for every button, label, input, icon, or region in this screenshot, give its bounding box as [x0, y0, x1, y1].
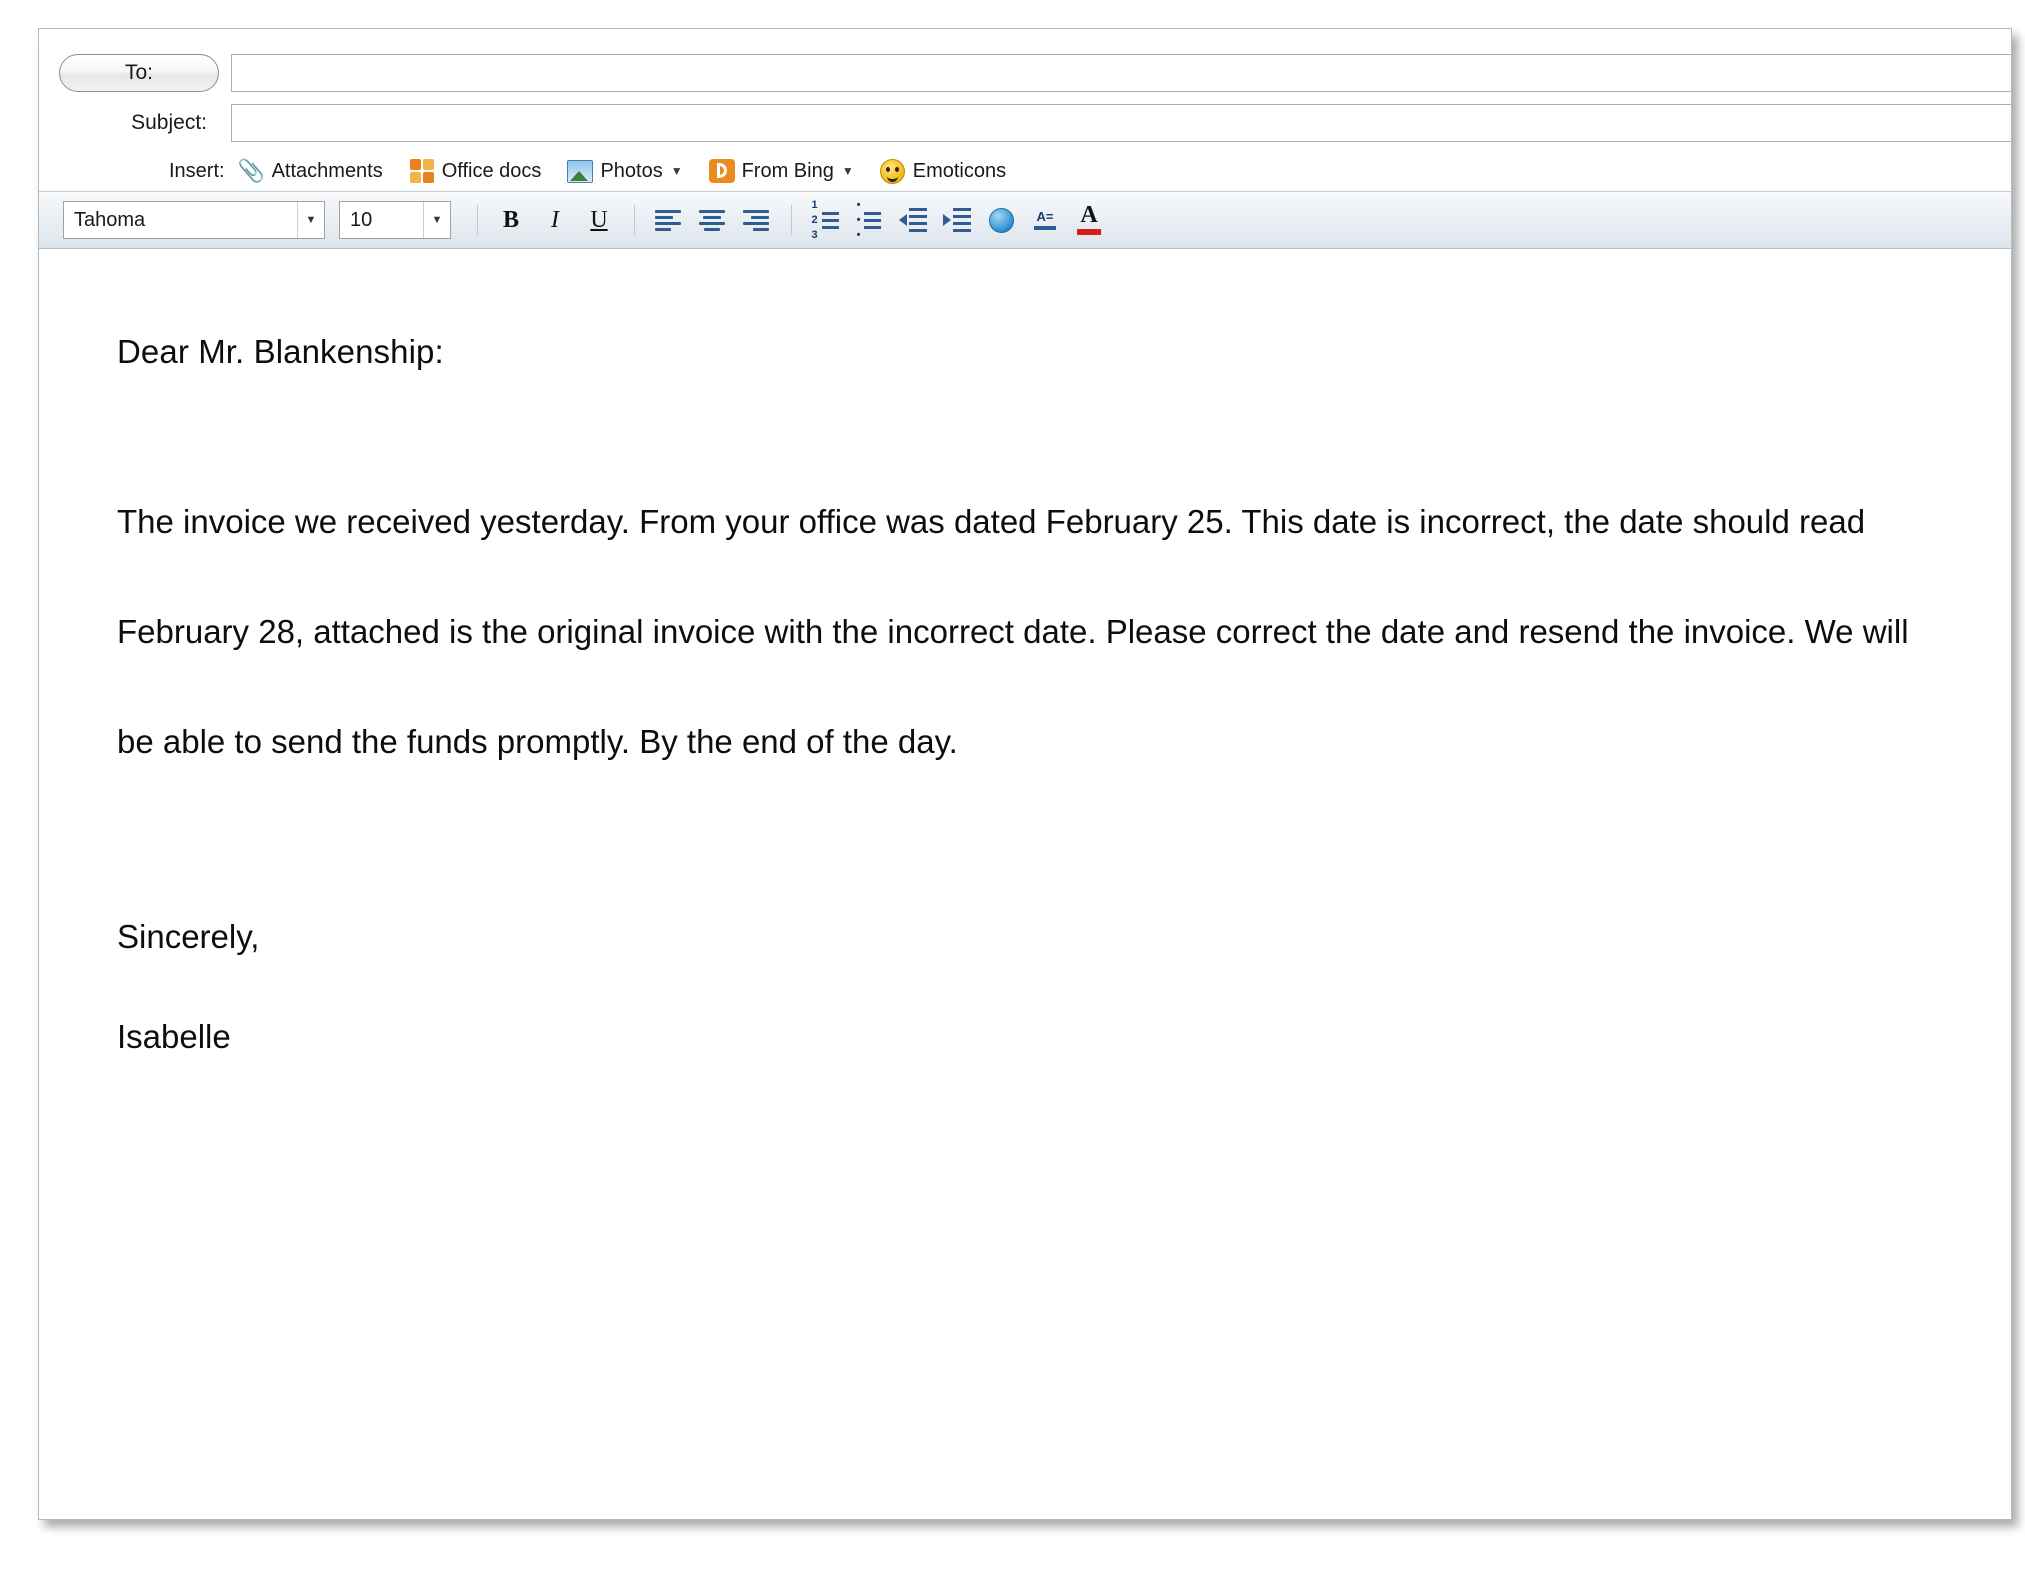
- to-row: [39, 51, 2011, 95]
- insert-from-bing-label: From Bing: [741, 159, 834, 182]
- subject-input[interactable]: [231, 104, 2011, 142]
- message-paragraph: The invoice we received yesterday. From your office was dated February 25. This date is incorrect, the date should read February 28, attached is the original invoice with the incorrect date. Please correct the date and resend the invoice. We will be able to send the funds promptly. By the end of the day.: [117, 503, 1909, 760]
- chevron-down-icon[interactable]: ▼: [297, 202, 324, 238]
- align-left-icon: [655, 210, 681, 231]
- signature-line: Isabelle: [117, 1018, 231, 1055]
- font-family-select[interactable]: [63, 201, 325, 239]
- align-center-icon: [699, 210, 725, 231]
- insert-office-docs[interactable]: [409, 158, 542, 184]
- chevron-down-icon[interactable]: ▼: [841, 164, 854, 178]
- paperclip-icon: 📎: [237, 158, 266, 183]
- chevron-down-icon[interactable]: ▼: [670, 164, 683, 178]
- insert-photos[interactable]: [567, 158, 682, 184]
- header-fields: [39, 29, 2011, 145]
- bold-label: B: [502, 206, 519, 233]
- to-button-label: To:: [124, 61, 153, 84]
- insert-emoticons[interactable]: [880, 158, 1006, 184]
- insert-attachments-label: Attachments: [271, 159, 383, 182]
- insert-office-docs-label: Office docs: [441, 159, 542, 182]
- font-color-button[interactable]: [1068, 199, 1110, 241]
- to-button[interactable]: [59, 54, 219, 92]
- increase-indent-icon: [943, 208, 971, 232]
- font-family-value: Tahoma: [74, 208, 146, 231]
- compose-window: [38, 28, 2012, 1520]
- office-docs-icon: [409, 158, 435, 184]
- formatting-toolbar: [39, 191, 2011, 249]
- underline-label: U: [590, 206, 608, 233]
- insert-label: Insert:: [169, 159, 225, 182]
- italic-label: I: [551, 206, 559, 233]
- bold-button[interactable]: [490, 199, 532, 241]
- subject-row: [39, 101, 2011, 145]
- numbered-list-icon: 1 2 3: [811, 200, 838, 241]
- subject-label: Subject:: [131, 111, 207, 134]
- underline-button[interactable]: [578, 199, 620, 241]
- font-size-select[interactable]: [339, 201, 451, 239]
- highlight-button[interactable]: [1024, 199, 1066, 241]
- salutation-line: Dear Mr. Blankenship:: [117, 333, 444, 370]
- increase-indent-button[interactable]: [936, 199, 978, 241]
- align-right-icon: [743, 210, 769, 231]
- align-right-button[interactable]: [735, 199, 777, 241]
- align-left-button[interactable]: [647, 199, 689, 241]
- globe-icon: [989, 208, 1014, 233]
- to-input[interactable]: [231, 54, 2011, 92]
- body-spacer: [117, 407, 1951, 467]
- font-color-icon: A: [1077, 205, 1101, 235]
- insert-link-button[interactable]: [980, 199, 1022, 241]
- highlight-icon: A=: [1034, 210, 1056, 230]
- decrease-indent-button[interactable]: [892, 199, 934, 241]
- emoticon-icon: [880, 158, 906, 184]
- italic-button[interactable]: [534, 199, 576, 241]
- toolbar-divider: [634, 205, 635, 235]
- decrease-indent-icon: [899, 208, 927, 232]
- chevron-down-icon[interactable]: ▼: [423, 202, 450, 238]
- font-size-value: 10: [350, 208, 373, 231]
- closing-line: Sincerely,: [117, 918, 260, 955]
- bulleted-list-button[interactable]: [848, 199, 890, 241]
- toolbar-divider: [791, 205, 792, 235]
- message-body[interactable]: [39, 249, 2011, 1087]
- insert-attachments[interactable]: [239, 158, 383, 184]
- insert-bar: [39, 151, 2011, 191]
- insert-emoticons-label: Emoticons: [912, 159, 1007, 182]
- photo-icon: [567, 158, 593, 184]
- bing-icon: [709, 158, 735, 184]
- toolbar-divider: [477, 205, 478, 235]
- body-spacer: [117, 797, 1951, 887]
- numbered-list-button[interactable]: [804, 199, 846, 241]
- align-center-button[interactable]: [691, 199, 733, 241]
- insert-photos-label: Photos: [600, 159, 663, 182]
- bulleted-list-icon: • • •: [857, 200, 882, 241]
- insert-from-bing[interactable]: [709, 158, 854, 184]
